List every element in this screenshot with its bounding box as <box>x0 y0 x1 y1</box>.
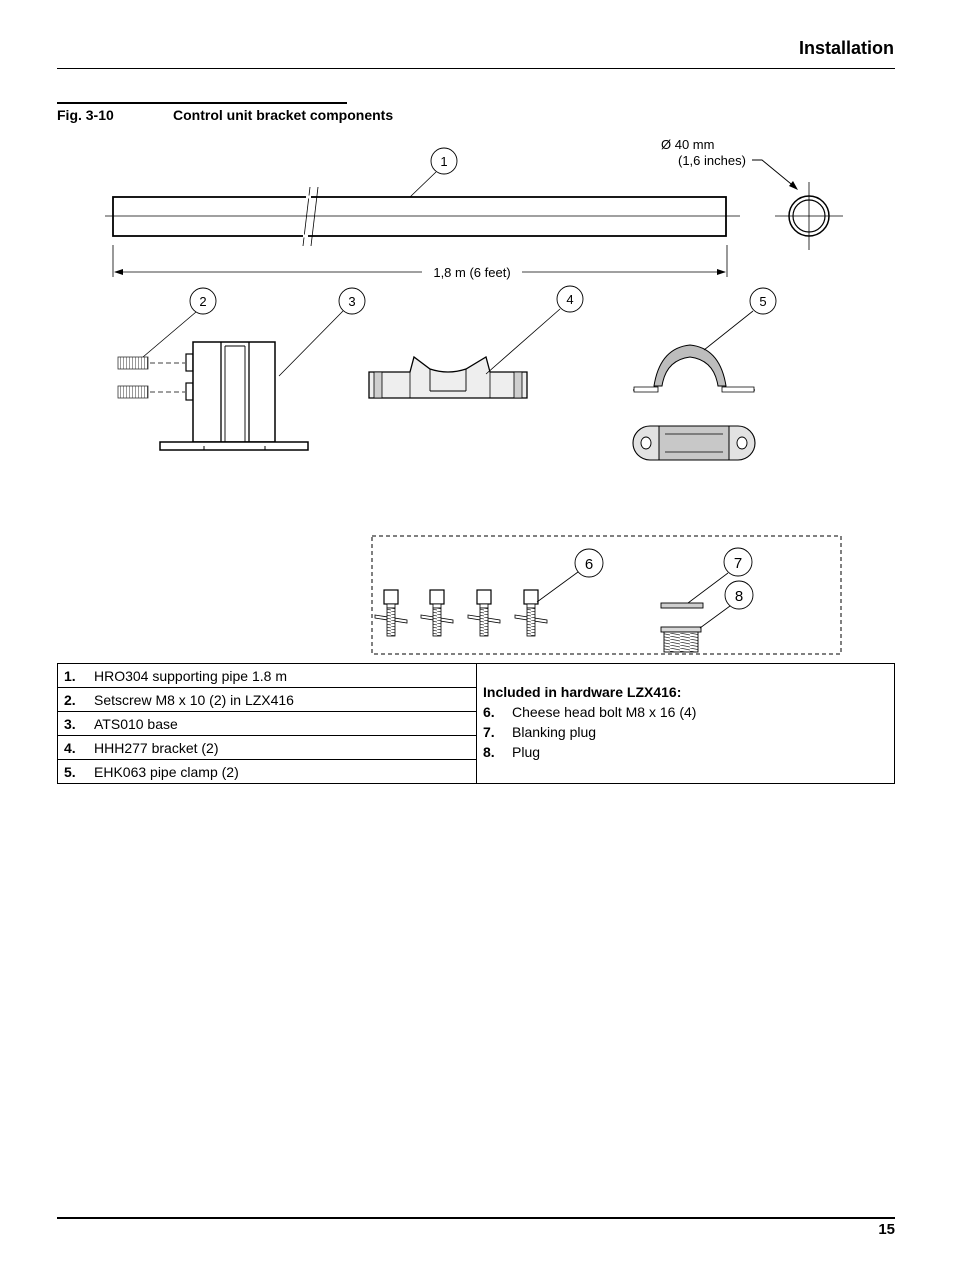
table-row <box>58 664 895 688</box>
item-number: 4. <box>64 739 76 756</box>
callout-4 <box>486 286 583 374</box>
svg-text:(1,6 inches): (1,6 inches) <box>678 153 746 168</box>
ats010-base <box>160 342 308 450</box>
svg-text:3: 3 <box>348 294 356 309</box>
legend-item <box>58 760 476 783</box>
blanking-plug <box>661 603 703 608</box>
item-text: Setscrew M8 x 10 (2) in LZX416 <box>94 691 294 708</box>
item-text: ATS010 base <box>94 715 178 732</box>
hardware-heading: Included in hardware LZX416: <box>483 683 682 700</box>
svg-text:1: 1 <box>440 154 448 169</box>
figure-number: Fig. 3-10 <box>57 107 114 123</box>
item-number: 6. <box>483 703 495 720</box>
item-number: 7. <box>483 723 495 740</box>
callout-5 <box>704 288 776 350</box>
callout-3 <box>279 288 365 376</box>
item-text: EHK063 pipe clamp (2) <box>94 763 239 780</box>
svg-text:2: 2 <box>199 294 207 309</box>
section-title: Installation <box>798 38 894 58</box>
item-text: HRO304 supporting pipe 1.8 m <box>94 667 287 684</box>
hardware-kit-cell <box>477 664 895 784</box>
legend-item <box>483 724 888 740</box>
svg-text:7: 7 <box>733 555 743 572</box>
plug <box>661 627 701 652</box>
legend-item <box>58 712 476 735</box>
ehk063-pipe-clamp <box>633 345 755 460</box>
item-number: 8. <box>483 743 495 760</box>
supporting-pipe <box>105 187 740 246</box>
component-legend-table <box>57 663 895 784</box>
item-number: 3. <box>64 715 76 732</box>
legend-item <box>483 744 888 760</box>
item-number: 5. <box>64 763 76 780</box>
item-text: Blanking plug <box>512 723 597 740</box>
callout-1 <box>410 148 457 197</box>
svg-text:Ø 40 mm: Ø 40 mm <box>661 137 715 152</box>
item-text: Cheese head bolt M8 x 16 (4) <box>512 703 697 720</box>
item-text: HHH277 bracket (2) <box>94 739 219 756</box>
item-number: 1. <box>64 667 76 684</box>
cheese-head-bolts <box>375 590 547 636</box>
callout-6 <box>537 549 603 602</box>
svg-text:8: 8 <box>734 588 744 605</box>
svg-text:1,8 m (6 feet): 1,8 m (6 feet) <box>433 265 511 280</box>
legend-item <box>58 736 476 759</box>
item-number: 2. <box>64 691 76 708</box>
svg-text:4: 4 <box>566 292 574 307</box>
setscrews <box>118 357 185 398</box>
svg-text:5: 5 <box>759 294 767 309</box>
legend-item <box>483 704 888 720</box>
hhh277-bracket <box>369 357 527 398</box>
length-dimension <box>113 245 727 280</box>
legend-item <box>58 688 476 711</box>
page-number: 15 <box>878 1221 895 1238</box>
figure-title: Control unit bracket components <box>173 107 394 123</box>
footer-divider <box>57 1217 895 1219</box>
svg-text:6: 6 <box>584 556 594 573</box>
legend-item <box>58 664 476 687</box>
item-text: Plug <box>512 743 541 760</box>
